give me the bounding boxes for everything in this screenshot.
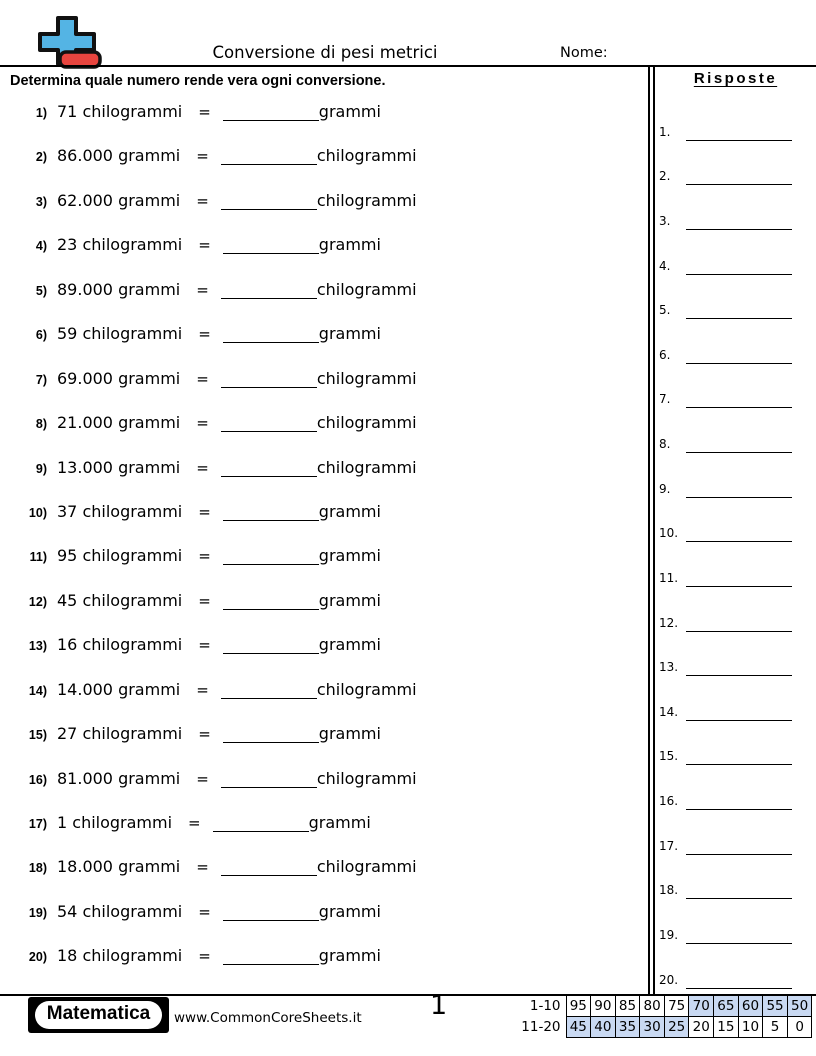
problem-expression (57, 680, 417, 699)
problem-unit: grammi (318, 501, 381, 521)
problem-lhs: 23 chilogrammi (57, 235, 183, 255)
score-cell: 20 (689, 1017, 714, 1038)
answer-line (686, 854, 792, 855)
problem-lhs: 1 chilogrammi (57, 813, 173, 832)
score-cell: 50 (787, 996, 812, 1017)
problem-number: 16) (28, 772, 47, 787)
problem-unit: chilogrammi (316, 413, 417, 433)
problem-number: 20) (28, 950, 47, 965)
equals-sign: = (196, 280, 209, 299)
problem-lhs: 18 chilogrammi (57, 946, 183, 966)
problem-unit: chilogrammi (316, 190, 417, 210)
answers-column-divider (648, 66, 655, 995)
answer-number: 6. (659, 347, 671, 362)
problem-expression (57, 635, 381, 654)
answer-line (686, 764, 792, 765)
problem-lhs: 37 chilogrammi (57, 501, 183, 521)
answer-item (655, 321, 816, 366)
answer-blank-line (221, 279, 317, 299)
answer-line (686, 720, 792, 721)
answer-blank-line (221, 768, 317, 788)
name-label: Nome: (560, 45, 608, 61)
answer-line (686, 586, 792, 587)
score-cell: 85 (615, 996, 640, 1017)
problem-row (0, 223, 646, 267)
problem-row (0, 268, 646, 312)
answer-line (686, 407, 792, 408)
problem-row (0, 668, 646, 712)
problem-row (0, 801, 646, 845)
problem-row (0, 534, 646, 578)
answer-blank-line (223, 101, 319, 121)
problem-expression (57, 502, 381, 521)
answer-number: 7. (659, 392, 671, 407)
answer-line (686, 898, 792, 899)
problem-lhs: 16 chilogrammi (57, 635, 183, 655)
answer-blank-line (223, 234, 319, 254)
problem-unit: chilogrammi (316, 146, 417, 166)
answer-number: 1. (659, 124, 671, 139)
problem-lhs: 86.000 grammi (57, 146, 181, 166)
score-cell: 0 (787, 1017, 812, 1038)
score-cell: 70 (689, 996, 714, 1017)
problem-row (0, 490, 646, 534)
problems-list (0, 90, 646, 979)
answer-item (655, 455, 816, 500)
score-table-row (518, 1017, 812, 1038)
answer-number: 9. (659, 481, 671, 496)
answer-number: 17. (659, 838, 679, 853)
equals-sign: = (198, 947, 211, 966)
answer-blank-line (221, 145, 317, 165)
problem-unit: grammi (318, 724, 381, 744)
answer-item (655, 946, 816, 991)
problem-expression (57, 813, 371, 832)
score-table-row (518, 996, 812, 1017)
problem-expression (57, 946, 381, 965)
problem-lhs: 21.000 grammi (57, 413, 181, 433)
problem-lhs: 54 chilogrammi (57, 901, 183, 921)
answer-number: 11. (659, 570, 679, 585)
problem-unit: grammi (318, 546, 381, 566)
problem-expression (57, 191, 417, 210)
answer-line (686, 943, 792, 944)
answer-item (655, 767, 816, 812)
answer-item (655, 410, 816, 455)
problem-lhs: 45 chilogrammi (57, 590, 183, 610)
problem-number: 5) (35, 283, 47, 298)
answer-line (686, 274, 792, 275)
equals-sign: = (196, 858, 209, 877)
equals-sign: = (196, 769, 209, 788)
problem-row (0, 401, 646, 445)
answer-number: 16. (659, 794, 679, 808)
answer-item (655, 98, 816, 143)
problem-row (0, 623, 646, 667)
answer-blank-line (221, 856, 317, 876)
problem-number: 2) (35, 150, 47, 165)
problem-number: 11) (29, 550, 47, 565)
answer-line (686, 452, 792, 453)
problem-row (0, 579, 646, 623)
score-row-label: 11-20 (521, 1019, 561, 1035)
answer-item (655, 232, 816, 277)
answer-number: 2. (659, 169, 671, 184)
problem-expression (57, 591, 381, 610)
problem-lhs: 18.000 grammi (57, 857, 181, 877)
answer-line (686, 229, 792, 230)
answer-number: 15. (659, 749, 679, 764)
problem-lhs: 81.000 grammi (57, 768, 181, 788)
problem-unit: chilogrammi (316, 457, 417, 477)
problem-unit: chilogrammi (316, 857, 417, 877)
problem-unit: grammi (318, 946, 381, 966)
equals-sign: = (198, 325, 211, 344)
problem-unit: grammi (318, 102, 381, 121)
answer-item (655, 143, 816, 188)
problem-number: 15) (28, 728, 47, 743)
problem-number: 6) (35, 328, 47, 343)
answer-item (655, 812, 816, 857)
equals-sign: = (198, 636, 211, 655)
answer-blank-line (223, 901, 319, 921)
page-title: Conversione di pesi metrici (212, 43, 438, 62)
problem-lhs: 59 chilogrammi (57, 324, 183, 344)
answer-number: 12. (659, 615, 679, 630)
answer-item (655, 366, 816, 411)
answer-blank-line (223, 634, 319, 654)
answer-blank-line (213, 812, 309, 832)
answer-item (655, 678, 816, 723)
answer-blank-line (221, 368, 317, 388)
equals-sign: = (196, 458, 209, 477)
answer-blank-line (221, 412, 317, 432)
problem-unit: grammi (318, 635, 381, 655)
answer-line (686, 988, 792, 989)
problem-lhs: 71 chilogrammi (57, 102, 183, 121)
problem-lhs: 62.000 grammi (57, 190, 181, 210)
problem-unit: grammi (318, 901, 381, 921)
answer-number: 20. (659, 972, 679, 987)
problem-number: 9) (35, 461, 47, 476)
problem-row (0, 446, 646, 490)
problem-number: 12) (28, 594, 47, 609)
problem-lhs: 13.000 grammi (57, 457, 181, 477)
answer-number: 14. (659, 704, 679, 719)
equals-sign: = (188, 814, 201, 832)
problem-number: 8) (35, 417, 47, 432)
answer-number: 13. (659, 660, 679, 675)
equals-sign: = (198, 547, 211, 566)
answer-line (686, 140, 792, 141)
problem-number: 13) (28, 639, 47, 654)
score-cell: 90 (591, 996, 616, 1017)
problem-row (0, 934, 646, 978)
problem-number: 10) (28, 505, 47, 520)
problem-number: 4) (35, 239, 47, 254)
problem-number: 3) (35, 194, 47, 209)
answer-line (686, 631, 792, 632)
equals-sign: = (198, 502, 211, 521)
score-cell: 95 (566, 996, 591, 1017)
score-cell: 80 (640, 996, 665, 1017)
problem-number: 17) (28, 817, 47, 831)
answer-number: 3. (659, 213, 671, 228)
problem-lhs: 95 chilogrammi (57, 546, 183, 566)
equals-sign: = (198, 725, 211, 744)
answer-blank-line (223, 545, 319, 565)
answer-item (655, 589, 816, 634)
problem-number: 18) (28, 861, 47, 876)
score-cell: 10 (738, 1017, 763, 1038)
problem-row (0, 757, 646, 801)
instruction-text: Determina quale numero rende vera ogni conversione. (10, 73, 386, 89)
answer-blank-line (223, 590, 319, 610)
problem-unit: grammi (318, 235, 381, 255)
problem-number: 19) (28, 905, 47, 920)
answer-line (686, 541, 792, 542)
answer-number: 5. (659, 303, 671, 318)
answer-blank-line (223, 723, 319, 743)
score-cell: 45 (566, 1017, 591, 1038)
problem-row (0, 134, 646, 178)
equals-sign: = (196, 191, 209, 210)
score-cell: 15 (714, 1017, 739, 1038)
problem-lhs: 14.000 grammi (57, 679, 181, 699)
problem-expression (57, 857, 417, 876)
equals-sign: = (196, 680, 209, 699)
score-cell: 35 (615, 1017, 640, 1038)
page-number: 1 (430, 990, 448, 1021)
problem-number: 1) (35, 106, 47, 120)
header-divider (0, 65, 816, 67)
answer-item (655, 500, 816, 545)
answer-item (655, 857, 816, 902)
equals-sign: = (196, 147, 209, 166)
score-cell: 75 (664, 996, 689, 1017)
problem-unit: chilogrammi (316, 679, 417, 699)
answer-line (686, 675, 792, 676)
score-table (518, 995, 812, 1038)
problem-row (0, 845, 646, 889)
answer-line (686, 497, 792, 498)
problem-expression (57, 546, 381, 565)
answer-number: 10. (659, 526, 679, 541)
equals-sign: = (198, 902, 211, 921)
score-cell: 55 (763, 996, 788, 1017)
answer-blank-line (221, 190, 317, 210)
equals-sign: = (198, 103, 211, 121)
score-cell: 5 (763, 1017, 788, 1038)
score-cell: 65 (714, 996, 739, 1017)
problem-expression (57, 235, 381, 254)
score-cell: 30 (640, 1017, 665, 1038)
answer-number: 4. (659, 258, 671, 273)
answer-blank-line (221, 679, 317, 699)
problem-row (0, 90, 646, 134)
problem-number: 14) (28, 683, 47, 698)
score-cell: 40 (591, 1017, 616, 1038)
problem-row (0, 179, 646, 223)
problem-expression (57, 724, 381, 743)
problem-row (0, 357, 646, 401)
problem-lhs: 69.000 grammi (57, 368, 181, 388)
problem-lhs: 89.000 grammi (57, 279, 181, 299)
equals-sign: = (196, 369, 209, 388)
problem-expression (57, 102, 381, 121)
problem-expression (57, 324, 381, 343)
equals-sign: = (196, 414, 209, 433)
answer-item (655, 901, 816, 946)
answer-blank-line (223, 323, 319, 343)
problem-expression (57, 369, 417, 388)
problem-row (0, 890, 646, 934)
answer-line (686, 184, 792, 185)
problem-unit: chilogrammi (316, 368, 417, 388)
answer-item (655, 187, 816, 232)
problem-expression (57, 413, 417, 432)
score-row-label: 1-10 (529, 998, 561, 1014)
problem-unit: grammi (318, 324, 381, 344)
answer-blank-line (223, 945, 319, 965)
website-url: www.CommonCoreSheets.it (174, 1010, 362, 1026)
answer-line (686, 363, 792, 364)
score-cell: 25 (664, 1017, 689, 1038)
problem-unit: chilogrammi (316, 279, 417, 299)
answer-line (686, 809, 792, 810)
problem-unit: chilogrammi (316, 768, 417, 788)
answer-blank-line (223, 501, 319, 521)
problem-unit: grammi (308, 813, 371, 832)
problem-row (0, 712, 646, 756)
answer-blank-line (221, 457, 317, 477)
answers-list (655, 98, 816, 991)
problem-lhs: 27 chilogrammi (57, 724, 183, 744)
answers-title: Risposte (693, 70, 778, 87)
answer-number: 8. (659, 437, 671, 451)
answer-item (655, 634, 816, 679)
answer-item (655, 544, 816, 589)
answer-number: 18. (659, 883, 679, 898)
equals-sign: = (198, 236, 211, 255)
problem-expression (57, 458, 417, 477)
answer-line (686, 318, 792, 319)
subject-badge (28, 997, 169, 1033)
problem-unit: grammi (318, 590, 381, 610)
problem-row (0, 312, 646, 356)
problem-expression (57, 146, 417, 165)
problem-expression (57, 769, 417, 788)
problem-expression (57, 280, 417, 299)
answer-item (655, 277, 816, 322)
answer-item (655, 723, 816, 768)
subject-badge-label: Matematica (35, 1001, 163, 1030)
score-cell: 60 (738, 996, 763, 1017)
problem-number: 7) (35, 372, 47, 387)
equals-sign: = (198, 591, 211, 610)
problem-expression (57, 902, 381, 921)
answer-number: 19. (659, 927, 679, 942)
